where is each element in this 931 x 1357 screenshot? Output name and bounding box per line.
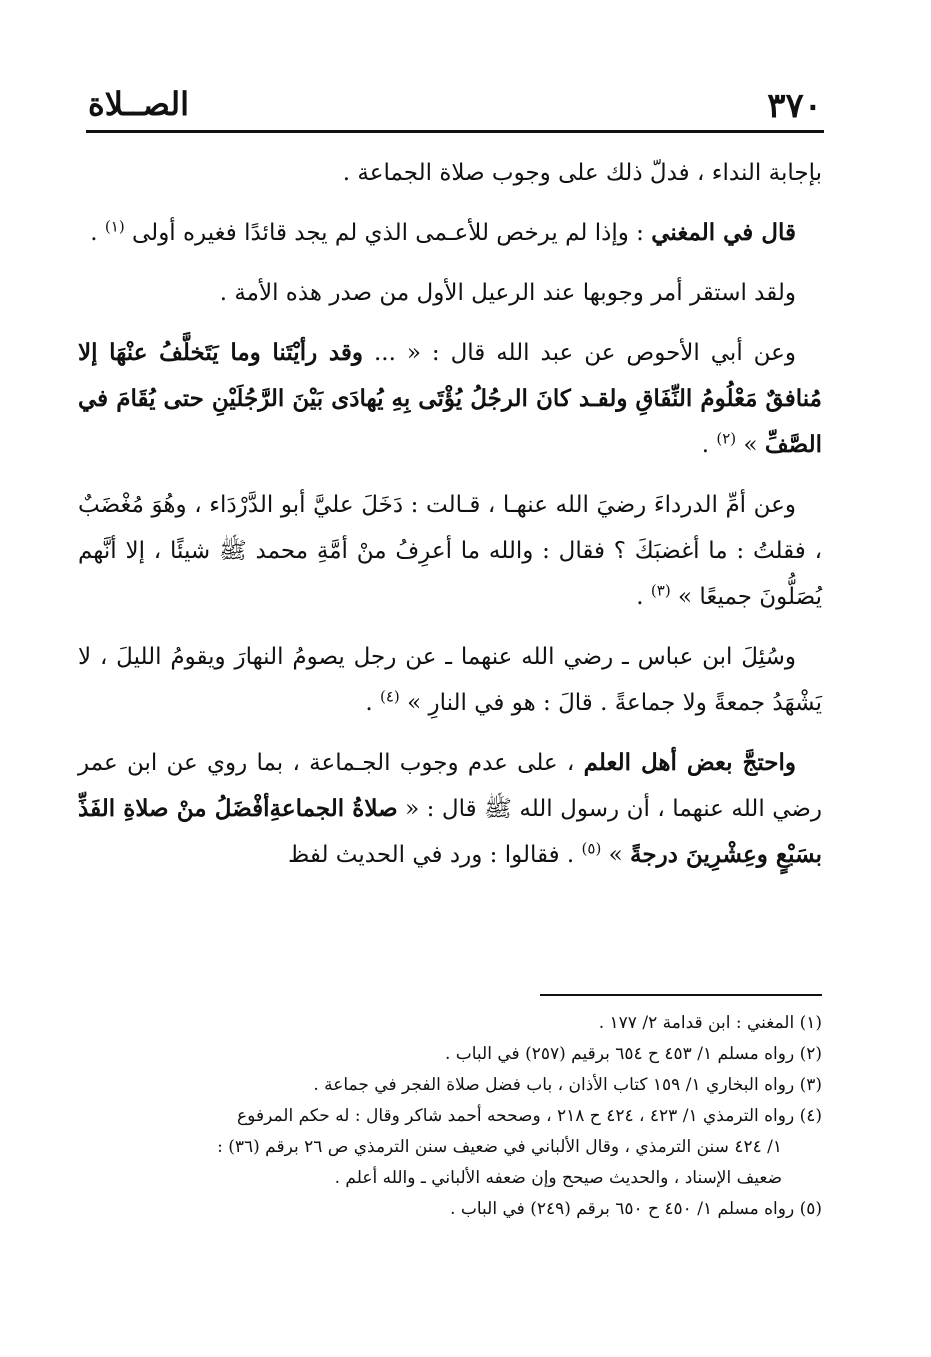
paragraph	[78, 740, 822, 878]
paragraph	[78, 150, 822, 196]
footnote-reference: (٤)	[379, 687, 400, 706]
paragraph	[78, 330, 822, 468]
paragraph-text: »	[736, 432, 765, 458]
bold-text: واحتجَّ بعض أهل العلم	[583, 749, 796, 776]
paragraph	[78, 482, 822, 620]
footnote: (٢) رواه مسلم ١/ ٤٥٣ ح ٦٥٤ برقيم (٢٥٧) في الباب .	[444, 1044, 822, 1064]
paragraph-text: بإجابة النداء ، فدلّ ذلك على وجوب صلاة الجماعة .	[342, 160, 822, 186]
paragraph-text: ولقد استقر أمر وجوبها عند الرعيل الأول من صدر هذه الأمة .	[219, 280, 796, 306]
footnote: (٣) رواه البخاري ١/ ١٥٩ كتاب الأذان ، باب فضل صلاة الفجر في جماعة .	[313, 1075, 822, 1095]
paragraph-text: .	[636, 584, 651, 610]
paragraph-text: وعن أمِّ الدرداءَ رضيَ الله عنهـا ، قـالت : دَخَلَ عليَّ أبو الدَّرْدَاء ، وهُوَ مُغْضَبٌ ، فقلتُ : ما أغضبَكَ ؟ فقال : والله ما أعرِفُ منْ أمَّةِ محمد ﷺ شيئًا ، إلا أنَّهم يُصَلُّونَ جميعًا »	[78, 492, 822, 610]
paragraph-text: . فقالوا : ورد في الحديث لفظ	[287, 842, 582, 868]
paragraph-text: وسُئِلَ ابن عباس ـ رضي الله عنهما ـ عن رجل يصومُ النهارَ ويقومُ الليلَ ، لا يَشْهَدُ جمعةً ولا جماعةً . قالَ : هو في النارِ »	[78, 644, 822, 716]
page-header	[86, 80, 824, 132]
footnote: (٤) رواه الترمذي ١/ ٤٢٣ ، ٤٢٤ ح ٢١٨ ، وصححه أحمد شاكر وقال : له حكم المرفوع	[237, 1106, 822, 1126]
footnote-reference: (٥)	[581, 839, 602, 858]
bold-text: صلاةُ الجماعةِأفْضَلُ منْ صلاةِ الفَذِّ بسَبْعٍ وعِشْرِينَ درجةً	[78, 795, 822, 868]
footnote-reference: (٣)	[650, 581, 671, 600]
footnotes	[78, 1008, 822, 1225]
paragraph-text: .	[90, 220, 105, 246]
paragraph	[78, 270, 822, 316]
bold-text: قال في المغني	[651, 219, 796, 246]
paragraph	[78, 210, 822, 256]
paragraph-text: .	[701, 432, 717, 458]
footnote-divider	[540, 994, 822, 996]
footnote-reference: (٢)	[716, 429, 737, 448]
footnote-continuation: ضعيف الإسناد ، والحديث صيحح وإن ضعفه الألباني ـ والله أعلم .	[334, 1168, 782, 1188]
paragraph-text: وعن أبي الأحوص عن عبد الله قال : « ...	[363, 340, 796, 366]
chapter-title: الصــلاة	[88, 85, 189, 123]
paragraph-text: »	[601, 842, 631, 868]
paragraph-text: : وإذا لم يرخص للأعـمى الذي لم يجد قائدًا فغيره أولى	[124, 220, 652, 246]
bold-text: وقد رأيْتَنا وما يَتَخلَّفُ عنْهَا إلا مُنافقٌ مَعْلُومُ النِّفَاقِ ولقـد كانَ الرجُلُ يُؤْتَى بِهِ يُهادَى بَيْنَ الرَّجُلَيْنِ حتى يُقَامَ في الصَّفِّ	[78, 339, 822, 458]
paragraph-text: .	[365, 690, 380, 716]
page-number: ٣٧٠	[767, 86, 822, 126]
footnote-continuation: ١/ ٤٢٤ سنن الترمذي ، وقال الألباني في ضعيف سنن الترمذي ص ٢٦ برقم (٣٦) :	[217, 1137, 782, 1157]
footnote: (١) المغني : ابن قدامة ٢/ ١٧٧ .	[598, 1013, 822, 1033]
paragraph	[78, 634, 822, 726]
paragraph-text: ، على عدم وجوب الجـماعة ، بما روي عن ابن عمر رضي الله عنهما ، أن رسول الله ﷺ قال : «	[78, 750, 822, 822]
main-text	[78, 150, 822, 892]
footnote-reference: (١)	[104, 217, 125, 236]
header-divider	[86, 130, 824, 133]
footnote: (٥) رواه مسلم ١/ ٤٥٠ ح ٦٥٠ برقم (٢٤٩) في الباب .	[450, 1199, 822, 1219]
